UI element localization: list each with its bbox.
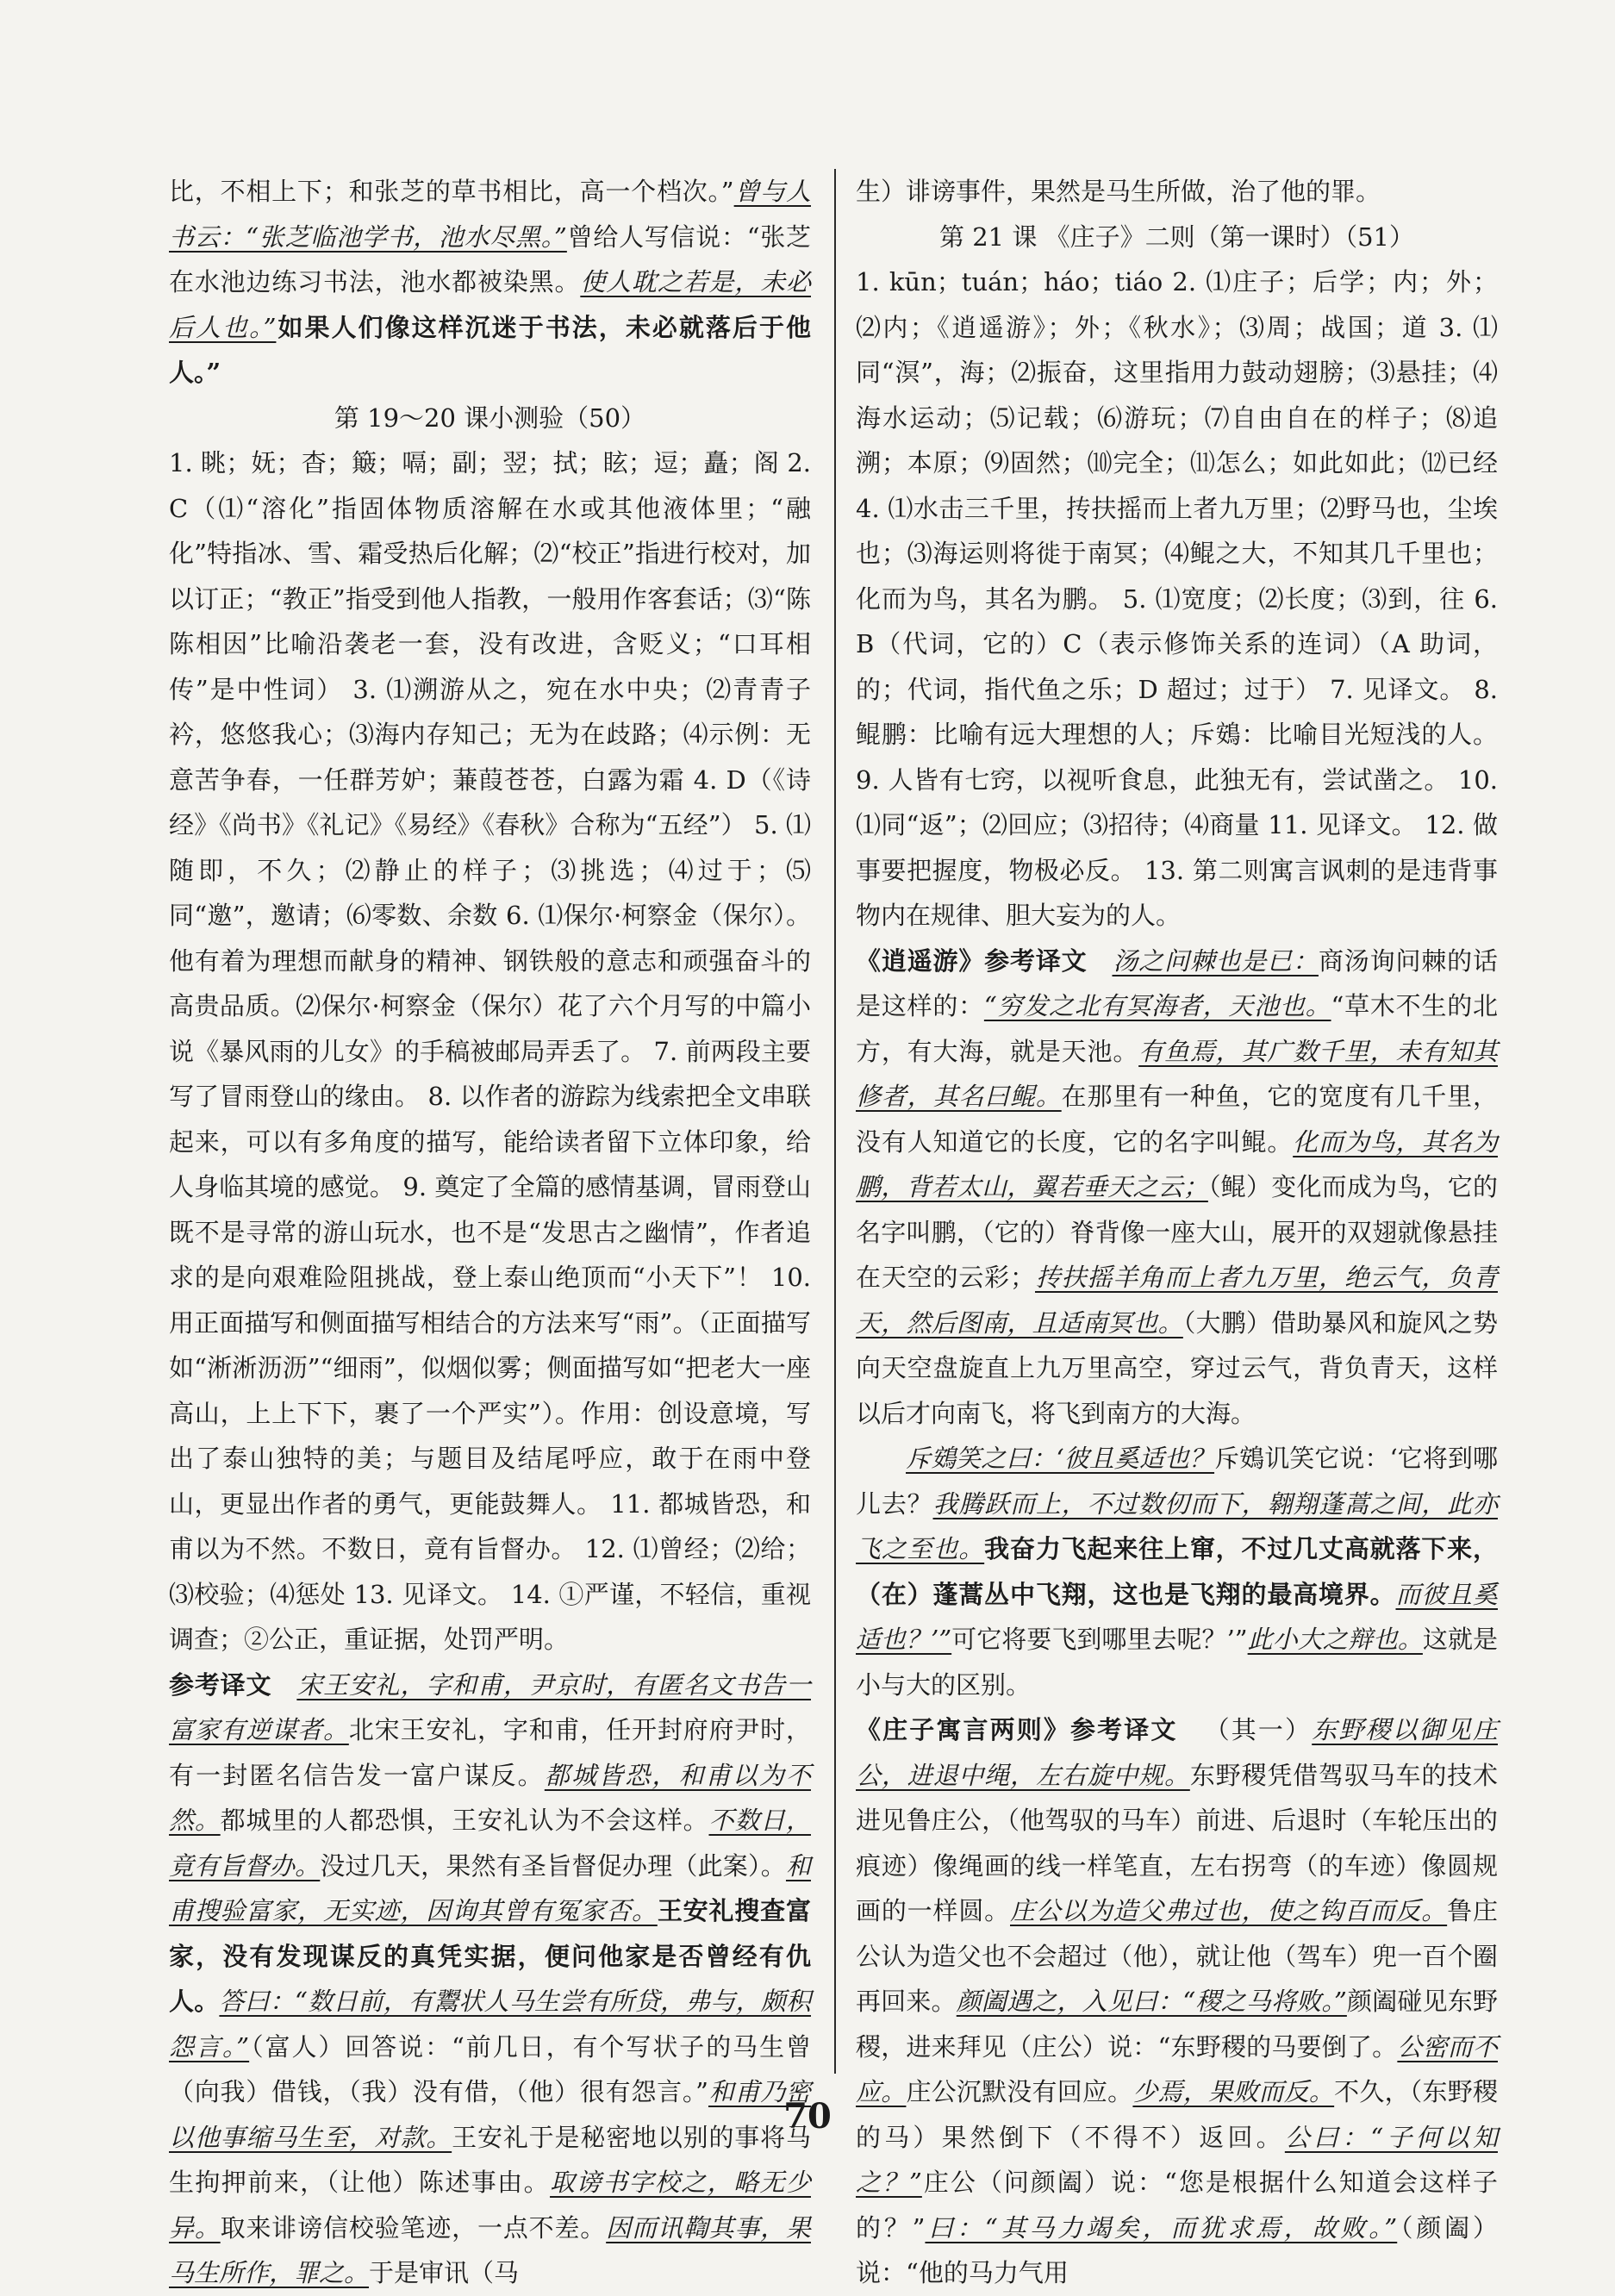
xiaoyaoyou-translation: 《逍遥游》参考译文 汤之问棘也是已：商汤询问棘的话是这样的：“穷发之北有冥海者，天池也。“草木不生的北方，有大海，就是天池。有鱼焉，其广数千里，未有知其修者，其名曰鲲。在那里有一种鱼，它的宽度有几千里，没有人知道它的长度，它的名字叫鲲。化而为鸟，其名为鹏，背若太山，翼若垂天之云；（鲲）变化而成为鸟，它的名字叫鹏，（它的）脊背像一座大山，展开的双翅就像悬挂在天空的云彩；抟扶摇羊角而上者九万里，绝云气，负青天，然后图南，且适南冥也。（大鹏）借助暴风和旋风之势向天空盘旋直上九万里高空，穿过云气，背负青天，这样以后才向南飞，将飞到南方的大海。 bbox=[856, 945, 1498, 1428]
classical-text: 使人耽之若是，未必后人也。” bbox=[169, 267, 811, 342]
page-number: 70 bbox=[783, 2096, 832, 2137]
left-column bbox=[169, 169, 811, 2296]
classical-text: 曾与人书云：“张芝临池学书，池水尽黑。” bbox=[169, 177, 811, 252]
translation-label: 参考译文 bbox=[169, 1669, 272, 1700]
section-heading-lesson-21: 第 21 课 《庄子》二则（第一课时）（51） bbox=[939, 221, 1414, 252]
answer-paragraph-lesson-21: 1. kūn；tuán；háo；tiáo 2. ⑴庄子；后学；内；外；⑵内；《逍遥游》；外；《秋水》；⑶周；战国；道 3. ⑴同“溟”，海；⑵振奋，这里指用力鼓动翅膀；⑶悬挂；⑷海水运动；⑸记载；⑹游玩；⑺自由自在的样子；⑻追溯；本原；⑼固然；⑽完全；⑾怎么；如此如此；⑿已经 4. ⑴水击三千里，抟扶摇而上者九万里；⑵野马也，尘埃也；⑶海运则将徙于南冥；⑷鲲之大，不知其几千里也；化而为鸟，其名为鹏。 5. ⑴宽度；⑵长度；⑶到，往 6. B（代词，它的）C（表示修饰关系的连词）（A 助词，的；代词，指代鱼之乐；D 超过；过于） 7. 见译文。 8. 鲲鹏：比喻有远大理想的人；斥鴳：比喻目光短浅的人。 9. 人皆有七窍，以视听食息，此独无有，尝试凿之。 10. ⑴同“返”；⑵回应；⑶招待；⑷商量 11. 见译文。 12. 做事要把握度，物极必反。 13. 第二则寓言讽刺的是违背事物内在规律、胆大妄为的人。 bbox=[856, 267, 1498, 930]
right-column bbox=[856, 169, 1498, 2296]
paragraph-continued-translation: 比，不相上下；和张芝的草书相比，高一个档次。”曾与人书云：“张芝临池学书，池水尽黑。”曾给人写信说：“张芝在水池边练习书法，池水都被染黑。使人耽之若是，未必后人也。”如果人们像这样沉迷于书法，未必就落后于他人。” bbox=[169, 177, 811, 387]
zhuangzi-fables-translation: 《庄子寓言两则》参考译文 （其一）东野稷以御见庄公，进退中绳，左右旋中规。东野稷凭借驾驭马车的技术进见鲁庄公，（他驾驭的马车）前进、后退时（车轮压出的痕迹）像绳画的线一样笔直，左右拐弯（的车迹）像圆规画的一样圆。庄公以为造父弗过也，使之钩百而反。鲁庄公认为造父也不会超过（他），就让他（驾车）兜一百个圈再回来。颜阖遇之，入见曰：“稷之马将败。”颜阖碰见东野稷，进来拜见（庄公）说：“东野稷的马要倒了。公密而不应。庄公沉默没有回应。少焉，果败而反。不久，（东野稷的马）果然倒下（不得不）返回。公曰：“子何以知之？”庄公（问颜阖）说：“您是根据什么知道会这样子的？”曰：“其马力竭矣，而犹求焉，故败。”（颜阖）说：“他的马力气用 bbox=[856, 1715, 1499, 2287]
translation-label: 《逍遥游》参考译文 bbox=[856, 945, 1088, 976]
paragraph-continued: 生）诽谤事件，果然是马生所做，治了他的罪。 bbox=[856, 177, 1381, 206]
answer-paragraph-quiz: 1. 眺；妩；杳；簸；嗝；副；翌；拭；眩；逗；矗；阁 2. C（⑴“溶化”指固体物质溶解在水或其他液体里；“融化”特指冰、雪、霜受热后化解；⑵“校正”指进行校对，加以订正；“教正”指受到他人指教，一般用作客套话；⑶“陈陈相因”比喻沿袭老一套，没有改进，含贬义；“口耳相传”是中性词） 3. ⑴溯游从之，宛在水中央；⑵青青子衿，悠悠我心；⑶海内存知己；无为在歧路；⑷示例：无意苦争春，一任群芳妒；蒹葭苍苍，白露为霜 4. D（《诗经》《尚书》《礼记》《易经》《春秋》合称为“五经”） 5. ⑴随即，不久；⑵静止的样子；⑶挑选；⑷过于；⑸同“邀”，邀请；⑹零数、余数 6. ⑴保尔·柯察金（保尔）。他有着为理想而献身的精神、钢铁般的意志和顽强奋斗的高贵品质。⑵保尔·柯察金（保尔）花了六个月写的中篇小说《暴风雨的儿女》的手稿被邮局弄丢了。 7. 前两段主要写了冒雨登山的缘由。 8. 以作者的游踪为线索把全文串联起来，可以有多角度的描写，能给读者留下立体印象，给人身临其境的感觉。 9. 奠定了全篇的感情基调，冒雨登山既不是寻常的游山玩水，也不是“发思古之幽情”，作者追求的是向艰难险阻挑战，登上泰山绝顶而“小天下”！ 10. 用正面描写和侧面描写相结合的方法来写“雨”。（正面描写如“淅淅沥沥”“细雨”，似烟似雾；侧面描写如“把老大一座高山，上上下下，裹了一个严实”）。作用：创设意境，写出了泰山独特的美；与题目及结尾呼应，敢于在雨中登山，更显出作者的勇气，更能鼓舞人。 11. 都城皆恐，和甫以为不然。不数日，竟有旨督办。 12. ⑴曾经；⑵给；⑶校验；⑷惩处 13. 见译文。 14. ①严谨，不轻信，重视调查；②公正，重证据，处罚严明。 bbox=[169, 448, 811, 1654]
section-heading-quiz: 第 19～20 课小测验（50） bbox=[334, 402, 646, 433]
translation-label: 《庄子寓言两则》参考译文 bbox=[856, 1715, 1178, 1744]
column-divider bbox=[834, 169, 836, 2074]
reference-translation-paragraph: 参考译文 宋王安礼，字和甫，尹京时，有匿名文书告一富家有逆谋者。北宋王安礼，字和甫，任开封府府尹时，有一封匿名信告发一富户谋反。都城皆恐，和甫以为不然。都城里的人都恐惧，王安礼认为不会这样。不数日，竟有旨督办。没过几天，果然有圣旨督促办理（此案）。和甫搜验富家，无实迹，因询其曾有冤家否。王安礼搜查富家，没有发现谋反的真凭实据，便问他家是否曾经有仇人。答曰：“数日前，有鬻状人马生尝有所贷，弗与，颇积怨言。”（富人）回答说：“前几日，有个写状子的马生曾（向我）借钱，（我）没有借，（他）很有怨言。”和甫乃密以他事缩马生至，对款。王安礼于是秘密地以别的事将马生拘押前来，（让他）陈述事由。取谤书字校之，略无少异。取来诽谤信校验笔迹，一点不差。因而讯鞫其事，果马生所作，罪之。于是审讯（马 bbox=[169, 1669, 812, 2287]
bold-translation: 如果人们像这样沉迷于书法，未必就落后于他人。” bbox=[169, 312, 811, 387]
xiaoyaoyou-translation-continued: 斥鴳笑之曰：‘彼且奚适也？斥鴳讥笑它说：‘它将到哪儿去？我腾跃而上，不过数仞而下，翱翔蓬蒿之间，此亦飞之至也。我奋力飞起来往上窜，不过几丈高就落下来，（在）蓬蒿丛中飞翔，这也是飞翔的最高境界。而彼且奚适也？’”可它将要飞到哪里去呢？’”此小大之辩也。这就是小与大的区别。 bbox=[856, 1444, 1498, 1700]
